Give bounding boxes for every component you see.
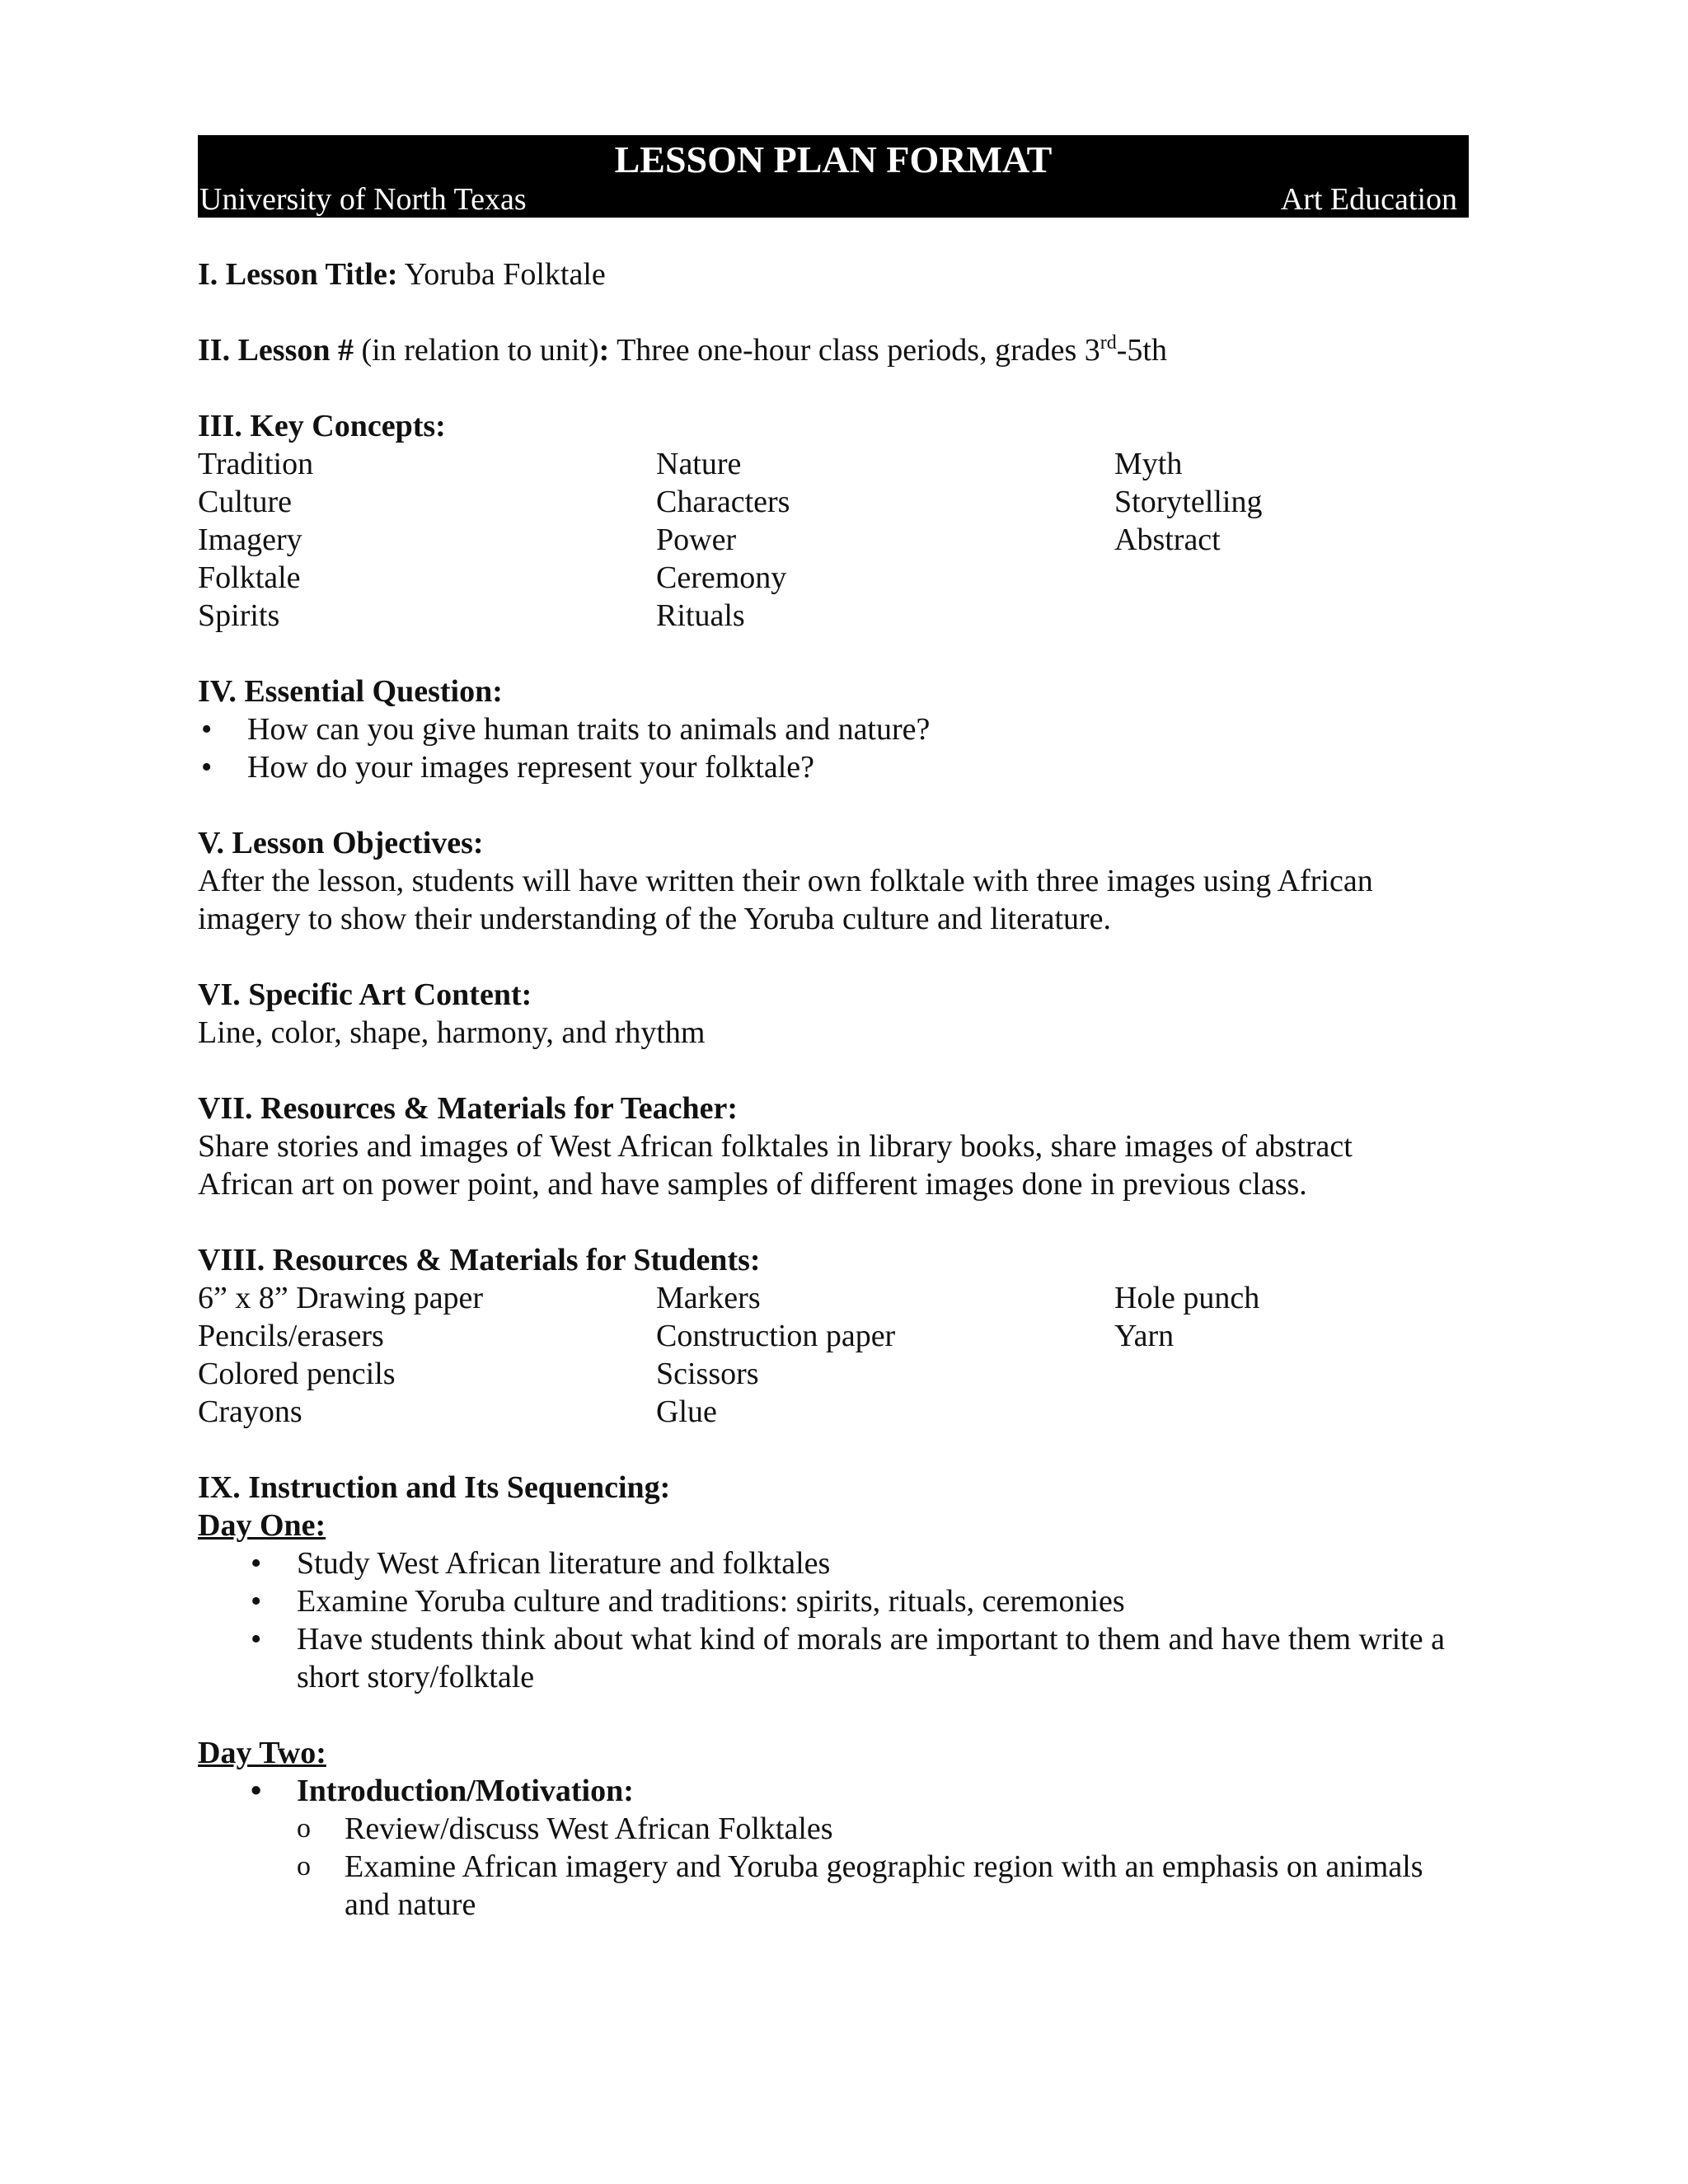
grade-superscript: rd: [1100, 332, 1117, 354]
section-label: V. Lesson Objectives:: [198, 826, 484, 860]
art-content-text: Line, color, shape, harmony, and rhythm: [198, 1015, 706, 1050]
material-item: Construction paper: [656, 1319, 896, 1353]
day-one-label: Day One:: [198, 1508, 326, 1543]
lesson-number-colon: :: [598, 333, 610, 368]
material-item: Colored pencils: [198, 1357, 396, 1391]
concept-item: Tradition: [198, 447, 314, 481]
concept-item: Imagery: [198, 523, 302, 557]
section-label: IX. Instruction and Its Sequencing:: [198, 1470, 671, 1505]
day-one-list: [198, 1544, 1469, 1696]
list-item: • How do your images represent your folktale?: [198, 748, 1469, 786]
concept-item: Power: [656, 523, 737, 557]
header-bar: [198, 135, 1469, 218]
material-item: Yarn: [1114, 1319, 1175, 1353]
essential-question-list: [198, 710, 1469, 786]
day-two-sublist: [198, 1810, 1469, 1924]
institution-name: University of North Texas: [199, 182, 527, 217]
section-essential-question: [198, 673, 1469, 786]
material-item: 6” x 8” Drawing paper: [198, 1281, 484, 1315]
section-lesson-title: [198, 255, 1469, 293]
material-item: Hole punch: [1114, 1281, 1260, 1315]
materials-columns: [198, 1279, 1469, 1431]
concept-item: Rituals: [656, 598, 745, 633]
list-item: • Examine Yoruba culture and traditions: spirits, rituals, ceremonies: [247, 1582, 1469, 1620]
list-item: • Study West African literature and folktales: [247, 1544, 1469, 1582]
section-label: I. Lesson Title:: [198, 257, 398, 292]
concept-item: Nature: [656, 447, 742, 481]
section-lesson-objectives: [198, 824, 1469, 938]
day-two-label: Day Two:: [198, 1736, 326, 1770]
lesson-number-paren: (in relation to unit): [354, 333, 599, 368]
material-item: Crayons: [198, 1394, 302, 1429]
lesson-title-value: Yoruba Folktale: [404, 257, 606, 292]
sub-list-item: o Examine African imagery and Yoruba geographic region with an emphasis on animals and nature: [297, 1848, 1469, 1924]
section-label: II. Lesson #: [198, 333, 354, 368]
section-lesson-number: [198, 331, 1469, 369]
concepts-col-1: [198, 445, 656, 635]
material-item: Pencils/erasers: [198, 1319, 384, 1353]
concept-item: Folktale: [198, 560, 301, 595]
sub-list-item: o Review/discuss West African Folktales: [297, 1810, 1469, 1848]
material-item: Scissors: [656, 1357, 759, 1391]
intro-motivation-label: Introduction/Motivation:: [297, 1774, 634, 1808]
section-student-materials: [198, 1241, 1469, 1431]
list-item: • Have students think about what kind of morals are important to them and have them write a short story/folktale: [247, 1620, 1469, 1696]
concept-item: Storytelling: [1114, 485, 1263, 519]
material-item: Glue: [656, 1394, 717, 1429]
key-concepts-columns: [198, 445, 1469, 635]
concept-item: Spirits: [198, 598, 280, 633]
materials-col-3: [1114, 1279, 1469, 1431]
section-key-concepts: [198, 407, 1469, 635]
section-label: III. Key Concepts:: [198, 409, 446, 443]
section-teacher-resources: [198, 1090, 1469, 1203]
concept-item: Ceremony: [656, 560, 787, 595]
lesson-number-value: Three one-hour class periods, grades 3: [609, 333, 1100, 368]
section-label: VI. Specific Art Content:: [198, 977, 532, 1012]
materials-col-2: [656, 1279, 1114, 1431]
concepts-col-2: [656, 445, 1114, 635]
list-item: • How can you give human traits to animals and nature?: [198, 710, 1469, 748]
section-label: VII. Resources & Materials for Teacher:: [198, 1091, 738, 1126]
concept-item: Culture: [198, 485, 292, 519]
concepts-col-3: [1114, 445, 1469, 635]
section-instruction: [198, 1469, 1469, 1924]
lesson-number-value-end: -5th: [1116, 333, 1167, 368]
material-item: Markers: [656, 1281, 761, 1315]
concept-item: Myth: [1114, 447, 1183, 481]
section-art-content: [198, 976, 1469, 1052]
materials-col-1: [198, 1279, 656, 1431]
list-item: [247, 1772, 1469, 1810]
section-label: VIII. Resources & Materials for Students:: [198, 1243, 761, 1277]
lesson-plan-content: [198, 135, 1469, 1924]
page-title: LESSON PLAN FORMAT: [614, 138, 1053, 180]
teacher-resources-text: Share stories and images of West African folktales in library books, share images of abstract African art on power point, and have samples of different images done in previous class.: [198, 1129, 1353, 1202]
day-two-list: [198, 1772, 1469, 1810]
concept-item: Abstract: [1114, 523, 1221, 557]
section-label: IV. Essential Question:: [198, 674, 503, 709]
concept-item: Characters: [656, 485, 790, 519]
objectives-text: After the lesson, students will have written their own folktale with three images using African imagery to show their understanding of the Yoruba culture and literature.: [198, 864, 1373, 936]
department-name: Art Education: [1280, 182, 1457, 217]
